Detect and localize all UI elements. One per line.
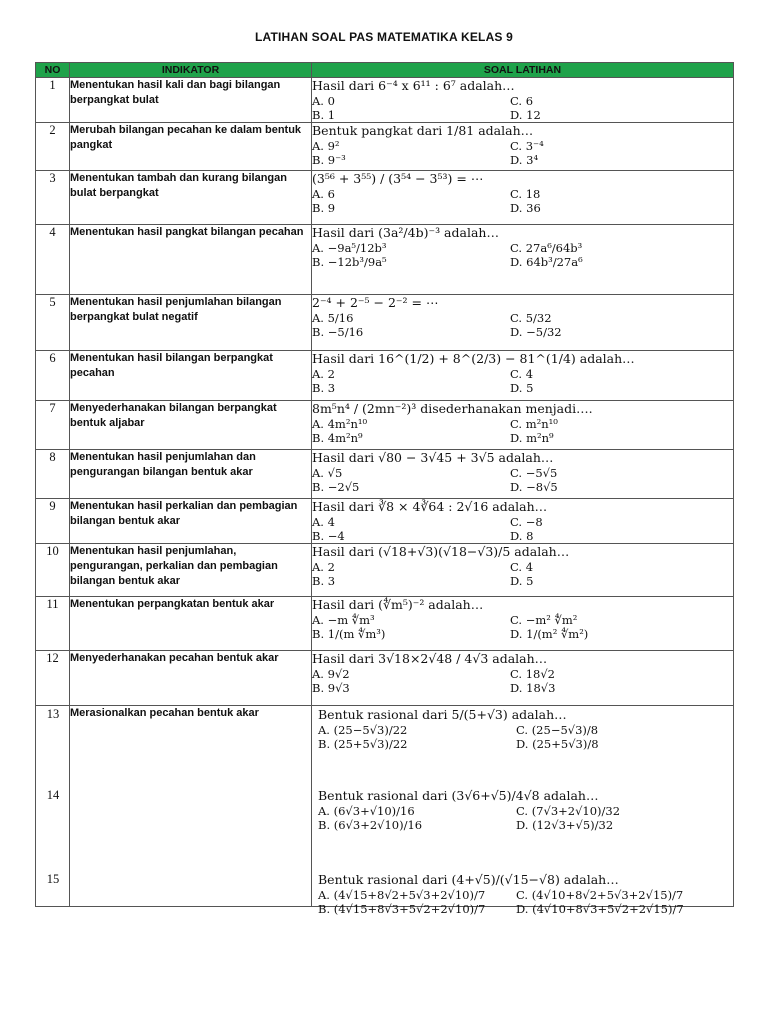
answer-option: D. −5/32 xyxy=(510,325,562,339)
soal-block xyxy=(312,597,733,641)
soal-block xyxy=(318,788,730,832)
answer-options xyxy=(312,94,733,122)
answer-option: B. −4 xyxy=(312,529,345,543)
row-number: 1 xyxy=(36,78,70,123)
soal-table xyxy=(35,62,734,916)
question-text: Hasil dari 16^(1/2) + 8^(2/3) − 81^(1/4) adalah… xyxy=(312,351,635,366)
soal-block xyxy=(312,295,733,339)
row-soal xyxy=(312,499,734,544)
answer-options xyxy=(312,241,733,269)
row-indikator: Menentukan hasil perkalian dan pembagian bilangan bentuk akar xyxy=(70,499,312,544)
row-number: 13 xyxy=(46,707,60,721)
row-number: 7 xyxy=(36,401,70,450)
question-text: Hasil dari (√18+√3)(√18−√3)/5 adalah… xyxy=(312,544,570,559)
document-title: LATIHAN SOAL PAS MATEMATIKA KELAS 9 xyxy=(254,30,514,44)
row-number-group xyxy=(36,706,70,907)
question-text: Bentuk rasional dari (3√6+√5)/4√8 adalah… xyxy=(318,788,599,803)
row-number: 10 xyxy=(36,544,70,597)
answer-option: C. m²n¹⁰ xyxy=(510,417,558,431)
row-number: 9 xyxy=(36,499,70,544)
table-body xyxy=(36,78,734,916)
answer-option: B. (6√3+2√10)/16 xyxy=(318,818,423,832)
answer-option: C. (4√10+8√2+5√3+2√15)/7 xyxy=(516,888,684,902)
answer-option: C. −5√5 xyxy=(510,466,558,480)
answer-option: B. 9⁻³ xyxy=(312,153,346,167)
row-soal xyxy=(312,123,734,171)
row-soal xyxy=(312,597,734,651)
table-row xyxy=(36,225,734,295)
question-text: Hasil dari √80 − 3√45 + 3√5 adalah… xyxy=(312,450,554,465)
answer-option: C. 18 xyxy=(510,187,541,201)
row-number: 14 xyxy=(46,788,60,802)
answer-option: B. 9 xyxy=(312,201,336,215)
soal-block xyxy=(312,78,733,122)
answer-option: B. (25+5√3)/22 xyxy=(318,737,408,751)
table-row xyxy=(36,78,734,123)
row-soal xyxy=(312,171,734,225)
answer-option: B. −12b³/9a⁵ xyxy=(312,255,387,269)
row-soal xyxy=(312,450,734,499)
question-text: (3⁵⁶ + 3⁵⁵) / (3⁵⁴ − 3⁵³) = ⋯ xyxy=(312,171,484,186)
answer-options xyxy=(312,613,733,641)
row-number: 6 xyxy=(36,351,70,401)
soal-block xyxy=(318,707,730,751)
question-text: Hasil dari ∛8 × 4∛64 : 2√16 adalah… xyxy=(312,499,548,514)
answer-option: D. (4√10+8√3+5√2+2√15)/7 xyxy=(516,902,684,916)
answer-options xyxy=(318,804,730,832)
row-indikator: Menentukan tambah dan kurang bilangan bulat berpangkat xyxy=(70,171,312,225)
question-text: Bentuk rasional dari 5/(5+√3) adalah… xyxy=(318,707,567,722)
header-indikator: INDIKATOR xyxy=(70,63,312,78)
question-text: 2⁻⁴ + 2⁻⁵ − 2⁻² = ⋯ xyxy=(312,295,439,310)
soal-block xyxy=(318,872,730,916)
answer-options xyxy=(312,466,733,494)
row-indikator: Menentukan hasil penjumlahan dan pengurangan bilangan bentuk akar xyxy=(70,450,312,499)
soal-block xyxy=(312,171,733,215)
answer-option: A. (25−5√3)/22 xyxy=(318,723,408,737)
answer-options xyxy=(312,139,733,167)
answer-option: A. 5/16 xyxy=(312,311,354,325)
row-soal xyxy=(312,225,734,295)
question-text: Hasil dari 6⁻⁴ x 6¹¹ : 6⁷ adalah… xyxy=(312,78,515,93)
answer-option: C. 4 xyxy=(510,560,534,574)
answer-options xyxy=(318,888,730,916)
answer-option: A. √5 xyxy=(312,466,343,480)
soal-block xyxy=(312,123,733,167)
answer-option: A. 6 xyxy=(312,187,335,201)
answer-option: B. 3 xyxy=(312,381,336,395)
soal-block xyxy=(312,651,733,695)
question-text: Bentuk rasional dari (4+√5)/(√15−√8) adalah… xyxy=(318,872,619,887)
answer-option: C. 4 xyxy=(510,367,534,381)
row-indikator: Merasionalkan pecahan bentuk akar xyxy=(70,706,312,907)
answer-option: D. 5 xyxy=(510,381,534,395)
table-header-row xyxy=(36,63,734,78)
answer-option: C. (25−5√3)/8 xyxy=(516,723,599,737)
answer-option: A. (6√3+√10)/16 xyxy=(318,804,415,818)
answer-option: C. 5/32 xyxy=(510,311,552,325)
header-no: NO xyxy=(36,63,70,78)
answer-option: C. −m² ∜m² xyxy=(510,613,578,627)
row-indikator: Menentukan hasil bilangan berpangkat pecahan xyxy=(70,351,312,401)
answer-option: A. −m ∜m³ xyxy=(312,613,375,627)
question-text: 8m⁵n⁴ / (2mn⁻²)³ disederhanakan menjadi…. xyxy=(312,401,593,416)
row-indikator: Menentukan hasil penjumlahan, pengurangan, perkalian dan pembagian bilangan bentuk akar xyxy=(70,544,312,597)
answer-option: B. 9√3 xyxy=(312,681,350,695)
table-row xyxy=(36,171,734,225)
table-row xyxy=(36,597,734,651)
answer-option: A. −9a⁵/12b³ xyxy=(312,241,387,255)
table-row xyxy=(36,651,734,706)
answer-option: C. 3⁻⁴ xyxy=(510,139,544,153)
table-row xyxy=(36,401,734,450)
soal-block xyxy=(312,351,733,395)
row-indikator: Menentukan hasil penjumlahan bilangan berpangkat bulat negatif xyxy=(70,295,312,351)
answer-option: A. 4 xyxy=(312,515,335,529)
row-number: 4 xyxy=(36,225,70,295)
answer-options xyxy=(312,560,733,588)
answer-option: C. 6 xyxy=(510,94,534,108)
table-row xyxy=(36,544,734,597)
answer-option: D. (25+5√3)/8 xyxy=(516,737,599,751)
row-indikator: Menentukan hasil kali dan bagi bilangan berpangkat bulat xyxy=(70,78,312,123)
table-row xyxy=(36,351,734,401)
question-text: Bentuk pangkat dari 1/81 adalah… xyxy=(312,123,534,138)
row-number: 15 xyxy=(46,872,60,886)
answer-option: C. (7√3+2√10)/32 xyxy=(516,804,621,818)
row-soal xyxy=(312,544,734,597)
answer-option: D. 8 xyxy=(510,529,534,543)
soal-block xyxy=(312,544,733,588)
soal-block xyxy=(312,450,733,494)
question-text: Hasil dari (3a²/4b)⁻³ adalah… xyxy=(312,225,499,240)
answer-option: A. 0 xyxy=(312,94,335,108)
answer-option: A. 4m²n¹⁰ xyxy=(312,417,368,431)
answer-option: D. m²n⁹ xyxy=(510,431,554,445)
answer-option: A. 2 xyxy=(312,560,335,574)
answer-option: D. 12 xyxy=(510,108,541,122)
answer-options xyxy=(318,723,730,751)
answer-option: A. (4√15+8√2+5√3+2√10)/7 xyxy=(318,888,486,902)
row-indikator: Merubah bilangan pecahan ke dalam bentuk pangkat xyxy=(70,123,312,171)
answer-option: D. −8√5 xyxy=(510,480,558,494)
answer-option: B. 1 xyxy=(312,108,336,122)
answer-options xyxy=(312,311,733,339)
row-number: 12 xyxy=(36,651,70,706)
row-soal-group xyxy=(312,706,734,916)
answer-option: D. (12√3+√5)/32 xyxy=(516,818,614,832)
row-number: 2 xyxy=(36,123,70,171)
answer-option: D. 3⁴ xyxy=(510,153,539,167)
answer-option: A. 9√2 xyxy=(312,667,350,681)
answer-option: A. 2 xyxy=(312,367,335,381)
answer-option: B. 4m²n⁹ xyxy=(312,431,363,445)
soal-block xyxy=(312,499,733,543)
header-soal: SOAL LATIHAN xyxy=(312,63,734,78)
row-indikator: Menentukan hasil pangkat bilangan pecahan xyxy=(70,225,312,295)
answer-option: B. 1/(m ∜m³) xyxy=(312,627,386,641)
row-soal xyxy=(312,351,734,401)
answer-option: B. −2√5 xyxy=(312,480,360,494)
answer-option: D. 1/(m² ∜m²) xyxy=(510,627,589,641)
answer-option: D. 18√3 xyxy=(510,681,556,695)
question-text: Hasil dari (∜m⁵)⁻² adalah… xyxy=(312,597,484,612)
question-text: Hasil dari 3√18×2√48 / 4√3 adalah… xyxy=(312,651,548,666)
row-number: 3 xyxy=(36,171,70,225)
answer-option: D. 36 xyxy=(510,201,541,215)
row-number: 5 xyxy=(36,295,70,351)
soal-block xyxy=(312,401,733,445)
answer-option: A. 9² xyxy=(312,139,340,153)
answer-option: D. 5 xyxy=(510,574,534,588)
answer-option: B. −5/16 xyxy=(312,325,364,339)
row-soal xyxy=(312,295,734,351)
row-soal xyxy=(312,78,734,123)
row-indikator: Menyederhanakan bilangan berpangkat bentuk aljabar xyxy=(70,401,312,450)
answer-option: C. −8 xyxy=(510,515,543,529)
table-row xyxy=(36,450,734,499)
answer-option: D. 64b³/27a⁶ xyxy=(510,255,583,269)
row-indikator: Menentukan perpangkatan bentuk akar xyxy=(70,597,312,651)
answer-options xyxy=(312,667,733,695)
row-number: 11 xyxy=(36,597,70,651)
answer-option: C. 27a⁶/64b³ xyxy=(510,241,583,255)
table-row xyxy=(36,123,734,171)
answer-options xyxy=(312,515,733,543)
answer-option: C. 18√2 xyxy=(510,667,555,681)
answer-options xyxy=(312,367,733,395)
row-number: 8 xyxy=(36,450,70,499)
answer-option: B. 3 xyxy=(312,574,336,588)
answer-option: B. (4√15+8√3+5√2+2√10)/7 xyxy=(318,902,486,916)
row-soal xyxy=(312,651,734,706)
table-row xyxy=(36,295,734,351)
table-row xyxy=(36,706,734,907)
table-row xyxy=(36,499,734,544)
answer-options xyxy=(312,187,733,215)
soal-block xyxy=(312,225,733,269)
row-soal xyxy=(312,401,734,450)
row-indikator: Menyederhanakan pecahan bentuk akar xyxy=(70,651,312,706)
answer-options xyxy=(312,417,733,445)
